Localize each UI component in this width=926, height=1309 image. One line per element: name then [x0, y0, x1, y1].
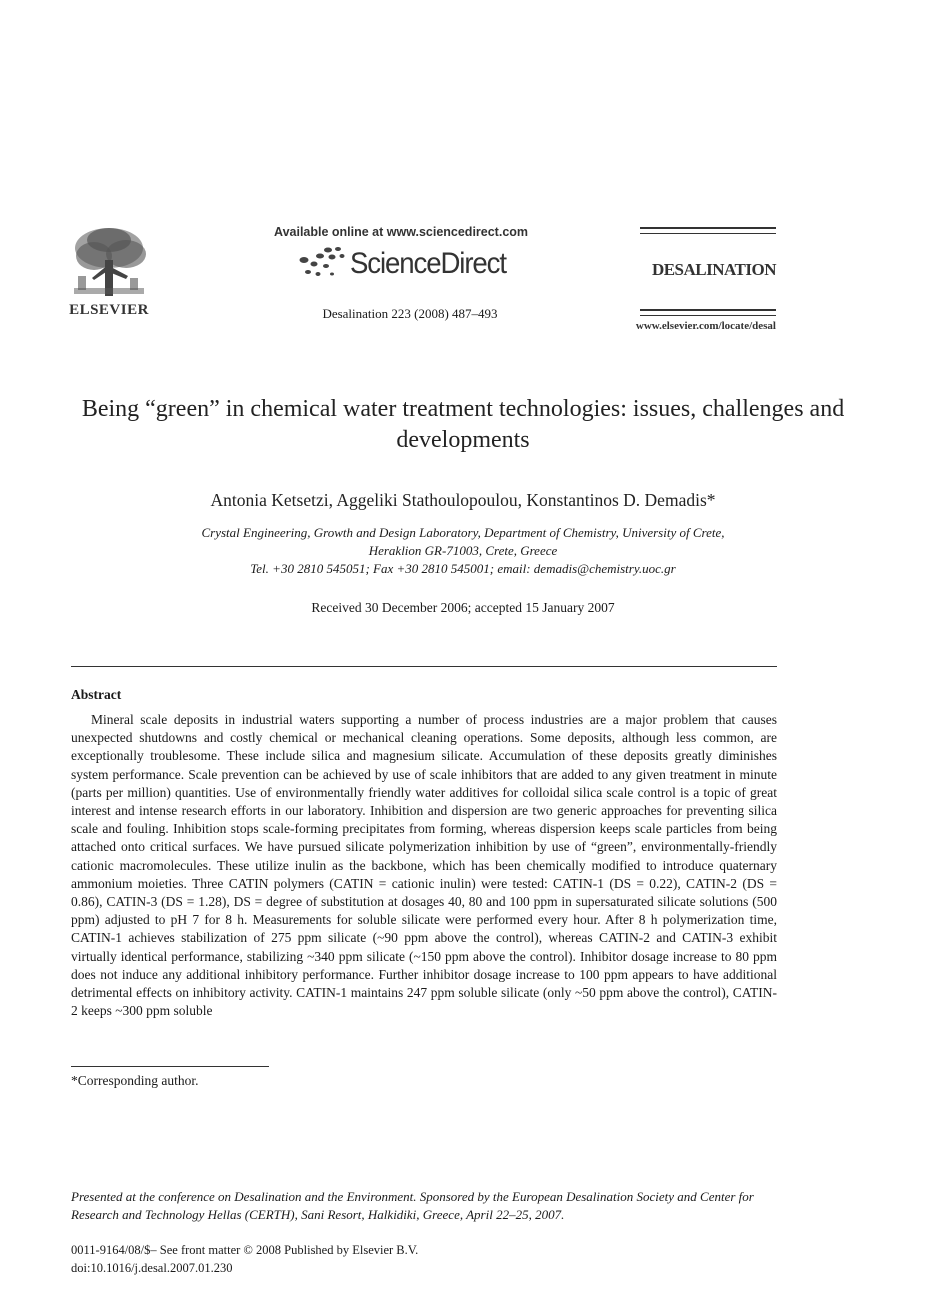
contact-line: Tel. +30 2810 545051; Fax +30 2810 545001; email: demadis@chemistry.uoc.gr [250, 561, 676, 576]
journal-rule [640, 309, 776, 311]
doi-link[interactable]: doi:10.1016/j.desal.2007.01.230 [71, 1261, 233, 1275]
journal-rule [640, 315, 776, 316]
article-title: Being “green” in chemical water treatment technologies: issues, challenges and developments [81, 396, 845, 453]
abstract-heading: Abstract [71, 687, 122, 702]
footnote-divider [71, 1066, 269, 1067]
received-dates: Received 30 December 2006; accepted 15 January 2007 [311, 600, 615, 615]
issn-line: 0011-9164/08/$– See front matter © 2008 Published by Elsevier B.V. [71, 1243, 419, 1257]
journal-reference: Desalination 223 (2008) 487–493 [322, 306, 498, 321]
conference-note: Presented at the conference on Desalination and the Environment. Sponsored by the European Desalination Society and Center for Research and Technology Hellas (CERTH), Sani Resort, Halkidiki, Greece, April 22–25, 2007. [71, 1189, 754, 1222]
sciencedirect-dots-icon [298, 246, 346, 280]
corresponding-author-note: *Corresponding author. [71, 1073, 199, 1088]
available-online-text: Available online at www.sciencedirect.com [274, 225, 529, 239]
author-list: Antonia Ketsetzi, Aggeliki Stathoulopoulou, Konstantinos D. Demadis* [210, 490, 716, 510]
section-divider [71, 666, 777, 667]
sciencedirect-logo-text: ScienceDirect [350, 247, 506, 280]
affiliation-line: Heraklion GR-71003, Crete, Greece [368, 543, 558, 558]
abstract-body: Mineral scale deposits in industrial waters supporting a number of process industries are a major problem that causes unexpected shutdowns and costly chemical or mechanical cleaning operations. Some deposits, although less common, are exceptionally troublesome. These include silica and magnesium silicate. Accumulation of these deposits greatly diminishes system performance. Scale prevention can be achieved by use of scale inhibitors that are added to any given treatment in minute (parts per million) quantities. Use of environmentally friendly water additives for colloidal silica scale control is a topic of great interest and intense research efforts in our laboratory. Inhibition and dispersion are two generic approaches for preventing silica scale and fouling. Inhibition stops scale-forming precipitates from forming, whereas dispersion keeps scale particles from being attached onto critical surfaces. We have pursued silicate polymerization inhibition by use of “green”, environmentally-friendly cationic macromolecules. These utilize inulin as the backbone, which has been chemically modified to introduce quaternary ammonium moieties. Three CATIN polymers (CATIN = cationic inulin) were tested: CATIN-1 (DS = 0.22), CATIN-2 (DS = 0.86), CATIN-3 (DS = 1.28), DS = degree of substitution at dosages 40, 80 and 100 ppm in supersaturated silicate solutions (500 ppm) adjusted to pH 7 for 8 h. Measurements for soluble silicate were performed every hour. After 8 h polymerization time, CATIN-1 achieves stabilization of 275 ppm silicate (~90 ppm above the control), whereas CATIN-2 and CATIN-3 exhibit virtually identical performance, stabilizing ~340 ppm silicate (~150 ppm above the control). Inhibitor dosage increase to 80 ppm does not induce any additional inhibitory performance. Further inhibitor dosage increase to 100 ppm appears to have additional detrimental effects on inhibitory activity. CATIN-1 maintains 247 ppm soluble silicate (only ~50 ppm above the control), CATIN-2 keeps ~300 ppm soluble [71, 712, 777, 1019]
journal-name: DESALINATION [651, 260, 776, 279]
affiliation-line: Crystal Engineering, Growth and Design Laboratory, Department of Chemistry, University of Crete, [201, 525, 725, 540]
journal-rule [640, 233, 776, 234]
journal-rule [640, 227, 776, 229]
elsevier-wordmark: ELSEVIER [69, 302, 149, 318]
journal-url-link[interactable]: www.elsevier.com/locate/desal [635, 320, 776, 332]
